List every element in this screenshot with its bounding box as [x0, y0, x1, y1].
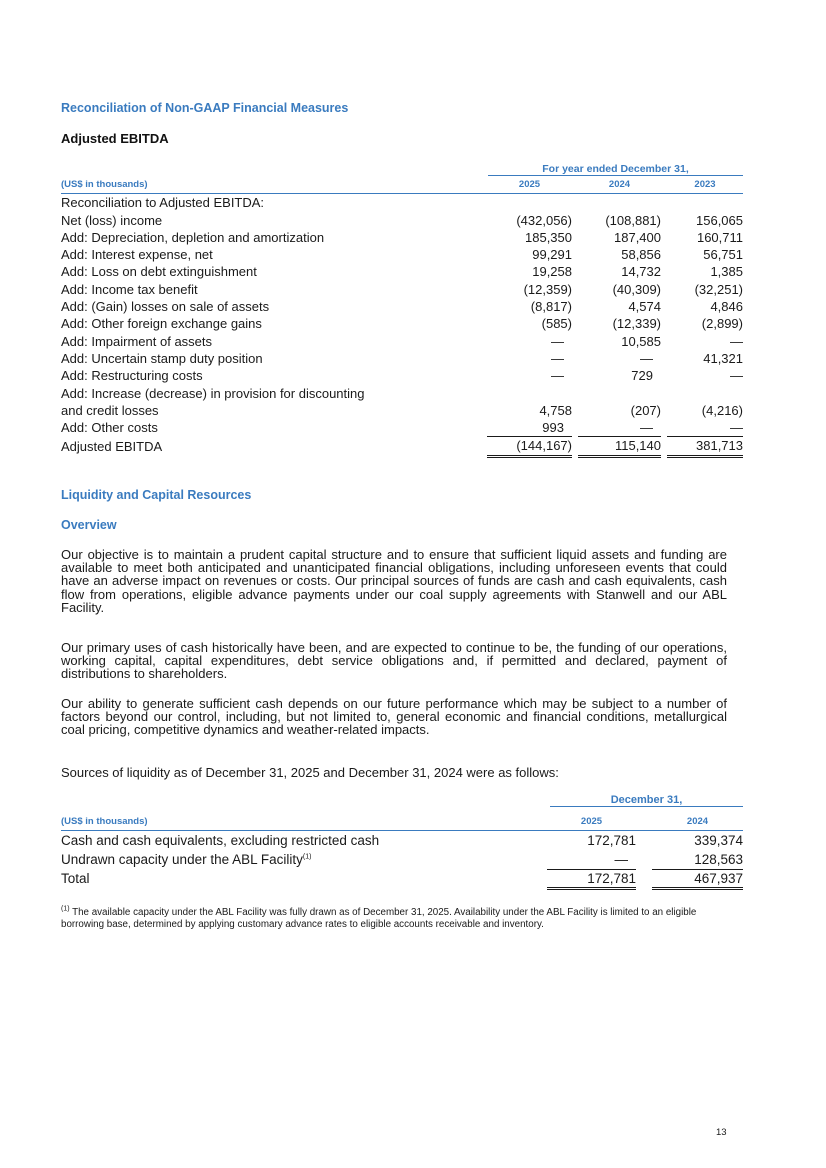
- value-2024: 729: [631, 368, 653, 384]
- total-row: [61, 869, 743, 888]
- row-label-text: Undrawn capacity under the ABL Facility: [61, 852, 303, 868]
- row-label: Add: Interest expense, net: [61, 247, 213, 263]
- footnote-text: The available capacity under the ABL Facility was fully drawn as of December 31, 2025. Availability under the ABL Facility is limited to an eligible borrowing base, determined by applying customary advance rates to eligible accounts receivable and inventory.: [61, 907, 697, 930]
- row-label: Add: Income tax benefit: [61, 281, 198, 297]
- value-2025: (432,056): [516, 212, 572, 228]
- value-2023: —: [667, 419, 743, 437]
- value-2025: —: [551, 333, 564, 349]
- value-2025: 99,291: [532, 247, 572, 263]
- table-row: [61, 263, 743, 280]
- reconciliation-label: Reconciliation to Adjusted EBITDA:: [61, 195, 265, 211]
- value-2025: —: [551, 368, 564, 384]
- table-row: [61, 367, 743, 384]
- table-row: [61, 229, 743, 246]
- value-2025: (8,817): [530, 299, 572, 315]
- row-label: and credit losses: [61, 402, 159, 418]
- ebitda-span-header: For year ended December 31,: [488, 163, 743, 176]
- value-2024: 467,937: [652, 869, 743, 888]
- value-2023: 41,321: [703, 350, 743, 366]
- row-label: Add: (Gain) losses on sale of assets: [61, 299, 270, 315]
- value-2023: (4,216): [701, 402, 743, 418]
- value-2024: 4,574: [628, 299, 661, 315]
- table-row: [61, 281, 743, 298]
- value-2024: (40,309): [612, 281, 661, 297]
- ebitda-table: [61, 176, 743, 458]
- paragraph: Our ability to generate sufficient cash depends on our future performance which may be subject to a number of factors beyond our control, including, but not limited to, general economic and financial conditions, metallurgical coal pricing, competitive dynamics and weather-related impacts.: [61, 696, 727, 738]
- footnote: [61, 907, 741, 931]
- row-label: Add: Restructuring costs: [61, 368, 203, 384]
- paragraph: Our objective is to maintain a prudent capital structure and to ensure that sufficient liquid assets and funding are available to meet both anticipated and unanticipated financial obligations, including unforeseen events that could have an adverse impact on revenues or costs. Our principal sources of funds are cash and cash equivalents, cash flow from operations, eligible advance payments under our coal supply agreements with Stanwell and our ABL Facility.: [61, 547, 727, 615]
- value-2024: 115,140: [578, 437, 661, 456]
- value-2025: 993: [487, 419, 572, 437]
- page-number: 13: [716, 1127, 727, 1138]
- table-row: [61, 385, 743, 402]
- table-row: [61, 350, 743, 367]
- row-label: Net (loss) income: [61, 212, 163, 228]
- table-row: [61, 333, 743, 350]
- value-2024: 10,585: [621, 333, 661, 349]
- value-2025: 19,258: [532, 264, 572, 280]
- row-label: Add: Uncertain stamp duty position: [61, 350, 263, 366]
- table-row: [61, 419, 743, 437]
- value-2024: (12,339): [612, 316, 661, 332]
- value-2024: 14,732: [621, 264, 661, 280]
- footnote-marker: (1): [302, 853, 312, 861]
- overview-title: Overview: [61, 518, 117, 532]
- value-2024: 58,856: [621, 247, 661, 263]
- value-2025: 172,781: [587, 833, 636, 849]
- row-label: Adjusted EBITDA: [61, 438, 163, 454]
- value-2024: 128,563: [652, 850, 743, 869]
- value-2023: 160,711: [696, 229, 743, 245]
- table-row: [61, 212, 743, 229]
- table-row: [61, 831, 743, 851]
- value-2025: (144,167): [487, 437, 572, 456]
- table-row: [61, 315, 743, 332]
- section-title: Reconciliation of Non-GAAP Financial Measures: [61, 101, 349, 115]
- value-2024: 339,374: [694, 833, 743, 849]
- unit-label: (US$ in thousands): [61, 813, 543, 831]
- unit-label: (US$ in thousands): [61, 176, 487, 194]
- value-2023: 381,713: [667, 437, 743, 456]
- value-2024: (207): [630, 402, 661, 418]
- table-row: [61, 402, 743, 419]
- value-2023: 56,751: [703, 247, 743, 263]
- year-header: 2023: [667, 176, 743, 194]
- subtitle-adjusted-ebitda: Adjusted EBITDA: [61, 131, 169, 146]
- row-label: Add: Loss on debt extinguishment: [61, 264, 257, 280]
- paragraph: Sources of liquidity as of December 31, 2025 and December 31, 2024 were as follows:: [61, 765, 559, 780]
- value-2024: (108,881): [605, 212, 661, 228]
- total-row: [61, 437, 743, 456]
- row-label: Add: Increase (decrease) in provision for discounting: [61, 385, 365, 401]
- row-label: Add: Other costs: [61, 420, 158, 436]
- row-label: Cash and cash equivalents, excluding restricted cash: [61, 833, 380, 849]
- row-label: Total: [61, 871, 90, 887]
- liquidity-header-row: [61, 813, 743, 831]
- liquidity-table: [61, 813, 743, 890]
- value-2025: 185,350: [525, 229, 572, 245]
- paragraph: Our primary uses of cash historically have been, and are expected to continue to be, the funding of our operations, working capital, capital expenditures, debt service obligations and, if permitted and declared, payment of distributions to shareholders.: [61, 640, 727, 682]
- footnote-marker: (1): [61, 905, 70, 913]
- liquidity-span-header: December 31,: [550, 794, 743, 807]
- value-2025: (12,359): [523, 281, 572, 297]
- table-row: [61, 850, 743, 869]
- row-label: Add: Depreciation, depletion and amortization: [61, 229, 325, 245]
- value-2023: 156,065: [696, 212, 743, 228]
- year-header: 2024: [578, 176, 661, 194]
- value-2025: —: [547, 850, 636, 869]
- liquidity-title: Liquidity and Capital Resources: [61, 488, 252, 502]
- value-2023: —: [730, 333, 743, 349]
- value-2023: 1,385: [710, 264, 743, 280]
- value-2024: —: [578, 419, 661, 437]
- row-label: Add: Other foreign exchange gains: [61, 316, 262, 332]
- table-row: [61, 194, 743, 212]
- value-2023: 4,846: [710, 299, 743, 315]
- table-row: [61, 246, 743, 263]
- value-2025: (585): [541, 316, 572, 332]
- year-header: 2025: [547, 813, 636, 831]
- value-2024: —: [640, 350, 653, 366]
- value-2025: 4,758: [539, 402, 572, 418]
- value-2023: —: [730, 368, 743, 384]
- value-2023: (32,251): [694, 281, 743, 297]
- value-2024: 187,400: [614, 229, 661, 245]
- value-2025: —: [551, 350, 564, 366]
- ebitda-header-row: [61, 176, 743, 194]
- row-label: Add: Impairment of assets: [61, 333, 213, 349]
- value-2025: 172,781: [547, 869, 636, 888]
- value-2023: (2,899): [701, 316, 743, 332]
- table-row: [61, 298, 743, 315]
- row-label: [61, 850, 543, 869]
- year-header: 2025: [487, 176, 572, 194]
- year-header: 2024: [652, 813, 743, 831]
